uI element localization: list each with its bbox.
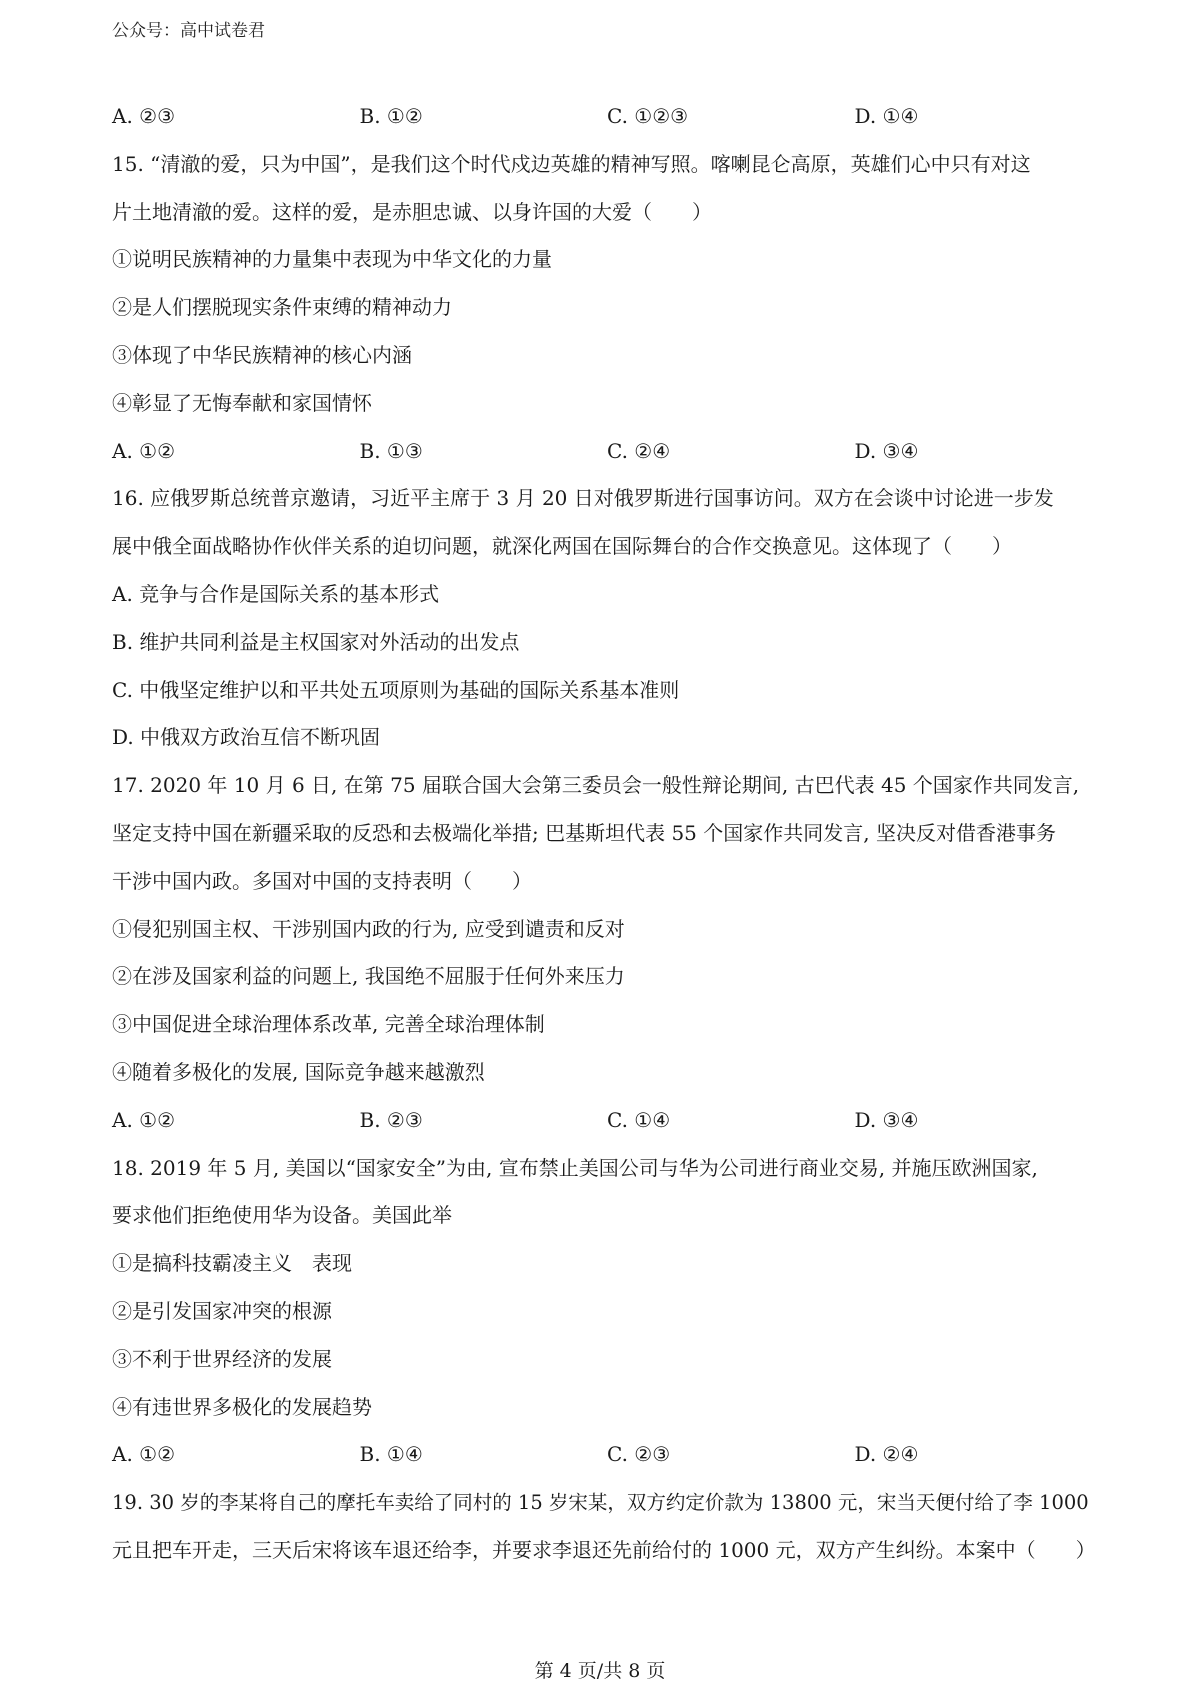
- q18-options: [112, 1431, 1102, 1479]
- q15-options: [112, 428, 1102, 476]
- q17-item: ④随着多极化的发展, 国际竞争越来越激烈: [112, 1059, 485, 1084]
- q18-item: ③不利于世界经济的发展: [112, 1346, 332, 1371]
- exam-content: [112, 93, 1102, 1575]
- q15-item: ①说明民族精神的力量集中表现为中华文化的力量: [112, 247, 552, 272]
- q15-item: ③体现了中华民族精神的核心内涵: [112, 342, 412, 367]
- q18-item: ④有违世界多极化的发展趋势: [112, 1394, 372, 1419]
- q16-choice-c: C. 中俄坚定维护以和平共处五项原则为基础的国际关系基本准则: [112, 677, 680, 702]
- q15-item: ④彰显了无悔奉献和家国情怀: [112, 390, 372, 415]
- q15-option-d: D. ③④: [854, 438, 919, 463]
- q18-stem-line: 18. 2019 年 5 月, 美国以“国家安全”为由, 宣布禁止美国公司与华为公司进行商业交易, 并施压欧洲国家,: [112, 1155, 1038, 1180]
- q17-option-c: C. ①④: [607, 1107, 671, 1132]
- q15-option-c: C. ②④: [607, 438, 671, 463]
- q15-option-a: A. ①②: [112, 438, 176, 463]
- page-header: 公众号：高中试卷君: [112, 21, 265, 41]
- q14-option-d: D. ①④: [854, 104, 919, 128]
- q17-item: ②在涉及国家利益的问题上, 我国绝不屈服于任何外来压力: [112, 964, 625, 989]
- q17-item: ①侵犯别国主权、干涉别国内政的行为, 应受到谴责和反对: [112, 916, 625, 941]
- q15-stem-line: 片土地清澈的爱。这样的爱，是赤胆忠诚、以身许国的大爱（ ）: [112, 199, 712, 224]
- q18-item: ①是搞科技霸凌主义 表现: [112, 1251, 352, 1276]
- q18-option-a: A. ①②: [112, 1442, 176, 1467]
- q17-option-b: B. ②③: [359, 1107, 423, 1132]
- q17-options: [112, 1097, 1102, 1145]
- q16-choice-b: B. 维护共同利益是主权国家对外活动的出发点: [112, 629, 520, 654]
- q16-stem-line: 16. 应俄罗斯总统普京邀请，习近平主席于 3 月 20 日对俄罗斯进行国事访问。双方在会谈中讨论进一步发: [112, 486, 1054, 511]
- q15-stem-line: 15. “清澈的爱，只为中国”，是我们这个时代戍边英雄的精神写照。喀喇昆仑高原，英雄们心中只有对这: [112, 151, 1031, 176]
- q15-item: ②是人们摆脱现实条件束缚的精神动力: [112, 295, 452, 320]
- q16-choice-a: A. 竞争与合作是国际关系的基本形式: [112, 581, 440, 606]
- q17-stem-line: 干涉中国内政。多国对中国的支持表明（ ）: [112, 868, 532, 893]
- q19-stem-line: 元且把车开走，三天后宋将该车退还给李，并要求李退还先前给付的 1000 元，双方产生纠纷。本案中（ ）: [112, 1537, 1096, 1562]
- q17-option-a: A. ①②: [112, 1107, 176, 1132]
- q14-option-b: B. ①②: [359, 104, 423, 128]
- q16-choice-d: D. 中俄双方政治互信不断巩固: [112, 725, 381, 750]
- q19-stem-line: 19. 30 岁的李某将自己的摩托车卖给了同村的 15 岁宋某，双方约定价款为 13800 元，宋当天便付给了李 1000: [112, 1491, 1089, 1515]
- q14-options: [112, 93, 1102, 141]
- q14-option-a: A. ②③: [112, 104, 176, 128]
- q18-option-b: B. ①④: [359, 1442, 423, 1467]
- q15-option-b: B. ①③: [359, 438, 423, 463]
- q18-stem-line: 要求他们拒绝使用华为设备。美国此举: [112, 1203, 452, 1228]
- q18-option-c: C. ②③: [607, 1442, 671, 1467]
- q17-item: ③中国促进全球治理体系改革, 完善全球治理体制: [112, 1012, 545, 1037]
- q17-stem-line: 17. 2020 年 10 月 6 日, 在第 75 届联合国大会第三委员会一般性辩论期间, 古巴代表 45 个国家作共同发言,: [112, 773, 1080, 798]
- page-number: 第 4 页/共 8 页: [534, 1660, 666, 1682]
- q14-option-c: C. ①②③: [607, 104, 689, 128]
- q17-option-d: D. ③④: [854, 1107, 919, 1132]
- q16-stem-line: 展中俄全面战略协作伙伴关系的迫切问题，就深化两国在国际舞台的合作交换意见。这体现了（ ）: [112, 534, 1012, 559]
- q17-stem-line: 坚定支持中国在新疆采取的反恐和去极端化举措; 巴基斯坦代表 55 个国家作共同发言, 坚决反对借香港事务: [112, 820, 1056, 845]
- q18-option-d: D. ②④: [854, 1442, 919, 1467]
- q18-item: ②是引发国家冲突的根源: [112, 1298, 332, 1323]
